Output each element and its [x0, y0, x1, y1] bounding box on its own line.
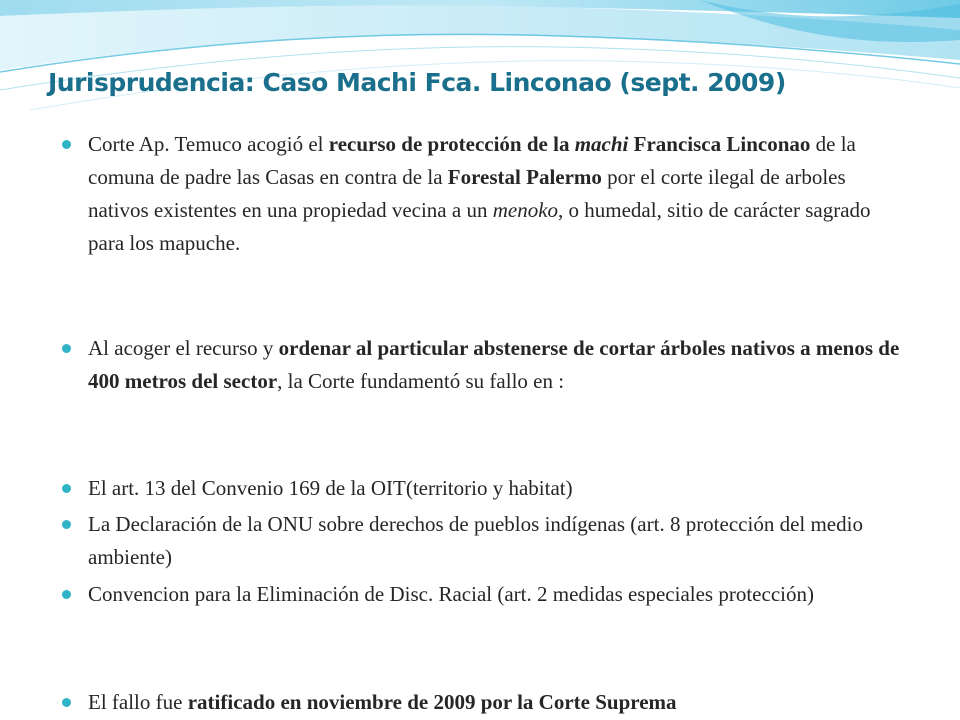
bullet-list	[60, 0, 940, 720]
slide-title: Jurisprudencia: Caso Machi Fca. Linconao (sept. 2009)	[48, 68, 786, 97]
bullet-text-run: menoko	[492, 198, 559, 222]
bullet-text-run: Al acoger el recurso y	[88, 336, 279, 360]
bullet-dot-icon	[62, 520, 71, 529]
bullet-text-run: Corte Ap. Temuco acogió el	[88, 132, 329, 156]
bullet-text-run: por el corte ilegal de arboles nativos existentes en una propiedad vecina a un	[88, 165, 846, 222]
bullet-text-run: , la Corte fundamentó su fallo en :	[277, 369, 565, 393]
bullet-dot-icon	[62, 344, 71, 353]
bullet-text	[60, 578, 910, 611]
bullet-text-run: Forestal Palermo	[447, 165, 602, 189]
bullet-text-run: machi	[574, 132, 629, 156]
bullet-text	[60, 332, 910, 398]
bullet-item	[60, 578, 910, 611]
bullet-dot-icon	[62, 484, 71, 493]
bullet-text-run: La Declaración de la ONU sobre derechos de pueblos indígenas (art. 8 protección del medio ambiente)	[88, 512, 863, 569]
bullet-text	[60, 508, 910, 574]
bullet-text-run: El fallo fue	[88, 690, 188, 714]
bullet-text-run: ratificado en noviembre de 2009 por la Corte Suprema	[187, 690, 677, 714]
bullet-item	[60, 508, 910, 574]
bullet-text-run: ordenar al particular abstenerse de cortar árboles nativos a menos de 400 metros del sector	[88, 336, 900, 393]
bullet-text-run: Francisca Linconao	[628, 132, 811, 156]
bullet-item	[60, 128, 910, 260]
bullet-text-run	[575, 132, 629, 156]
bullet-text-run: El art. 13 del Convenio 169 de la OIT(territorio y habitat)	[88, 476, 573, 500]
bullet-text	[60, 128, 910, 260]
bullet-dot-icon	[62, 698, 71, 707]
bullet-text	[60, 472, 910, 505]
bullet-item	[60, 472, 910, 505]
bullet-dot-icon	[62, 140, 71, 149]
bullet-item	[60, 332, 910, 398]
bullet-text	[60, 686, 910, 719]
bullet-text-run: de la comuna de padre las Casas en contra de la	[88, 132, 856, 189]
bullet-item	[60, 686, 910, 719]
bullet-dot-icon	[62, 590, 71, 599]
bullet-text-run: Convencion para la Eliminación de Disc. Racial (art. 2 medidas especiales protección)	[88, 582, 814, 606]
bullet-text-run: recurso de protección de la	[328, 132, 575, 156]
bullet-text-run: , o humedal, sitio de carácter sagrado para los mapuche.	[88, 198, 871, 255]
